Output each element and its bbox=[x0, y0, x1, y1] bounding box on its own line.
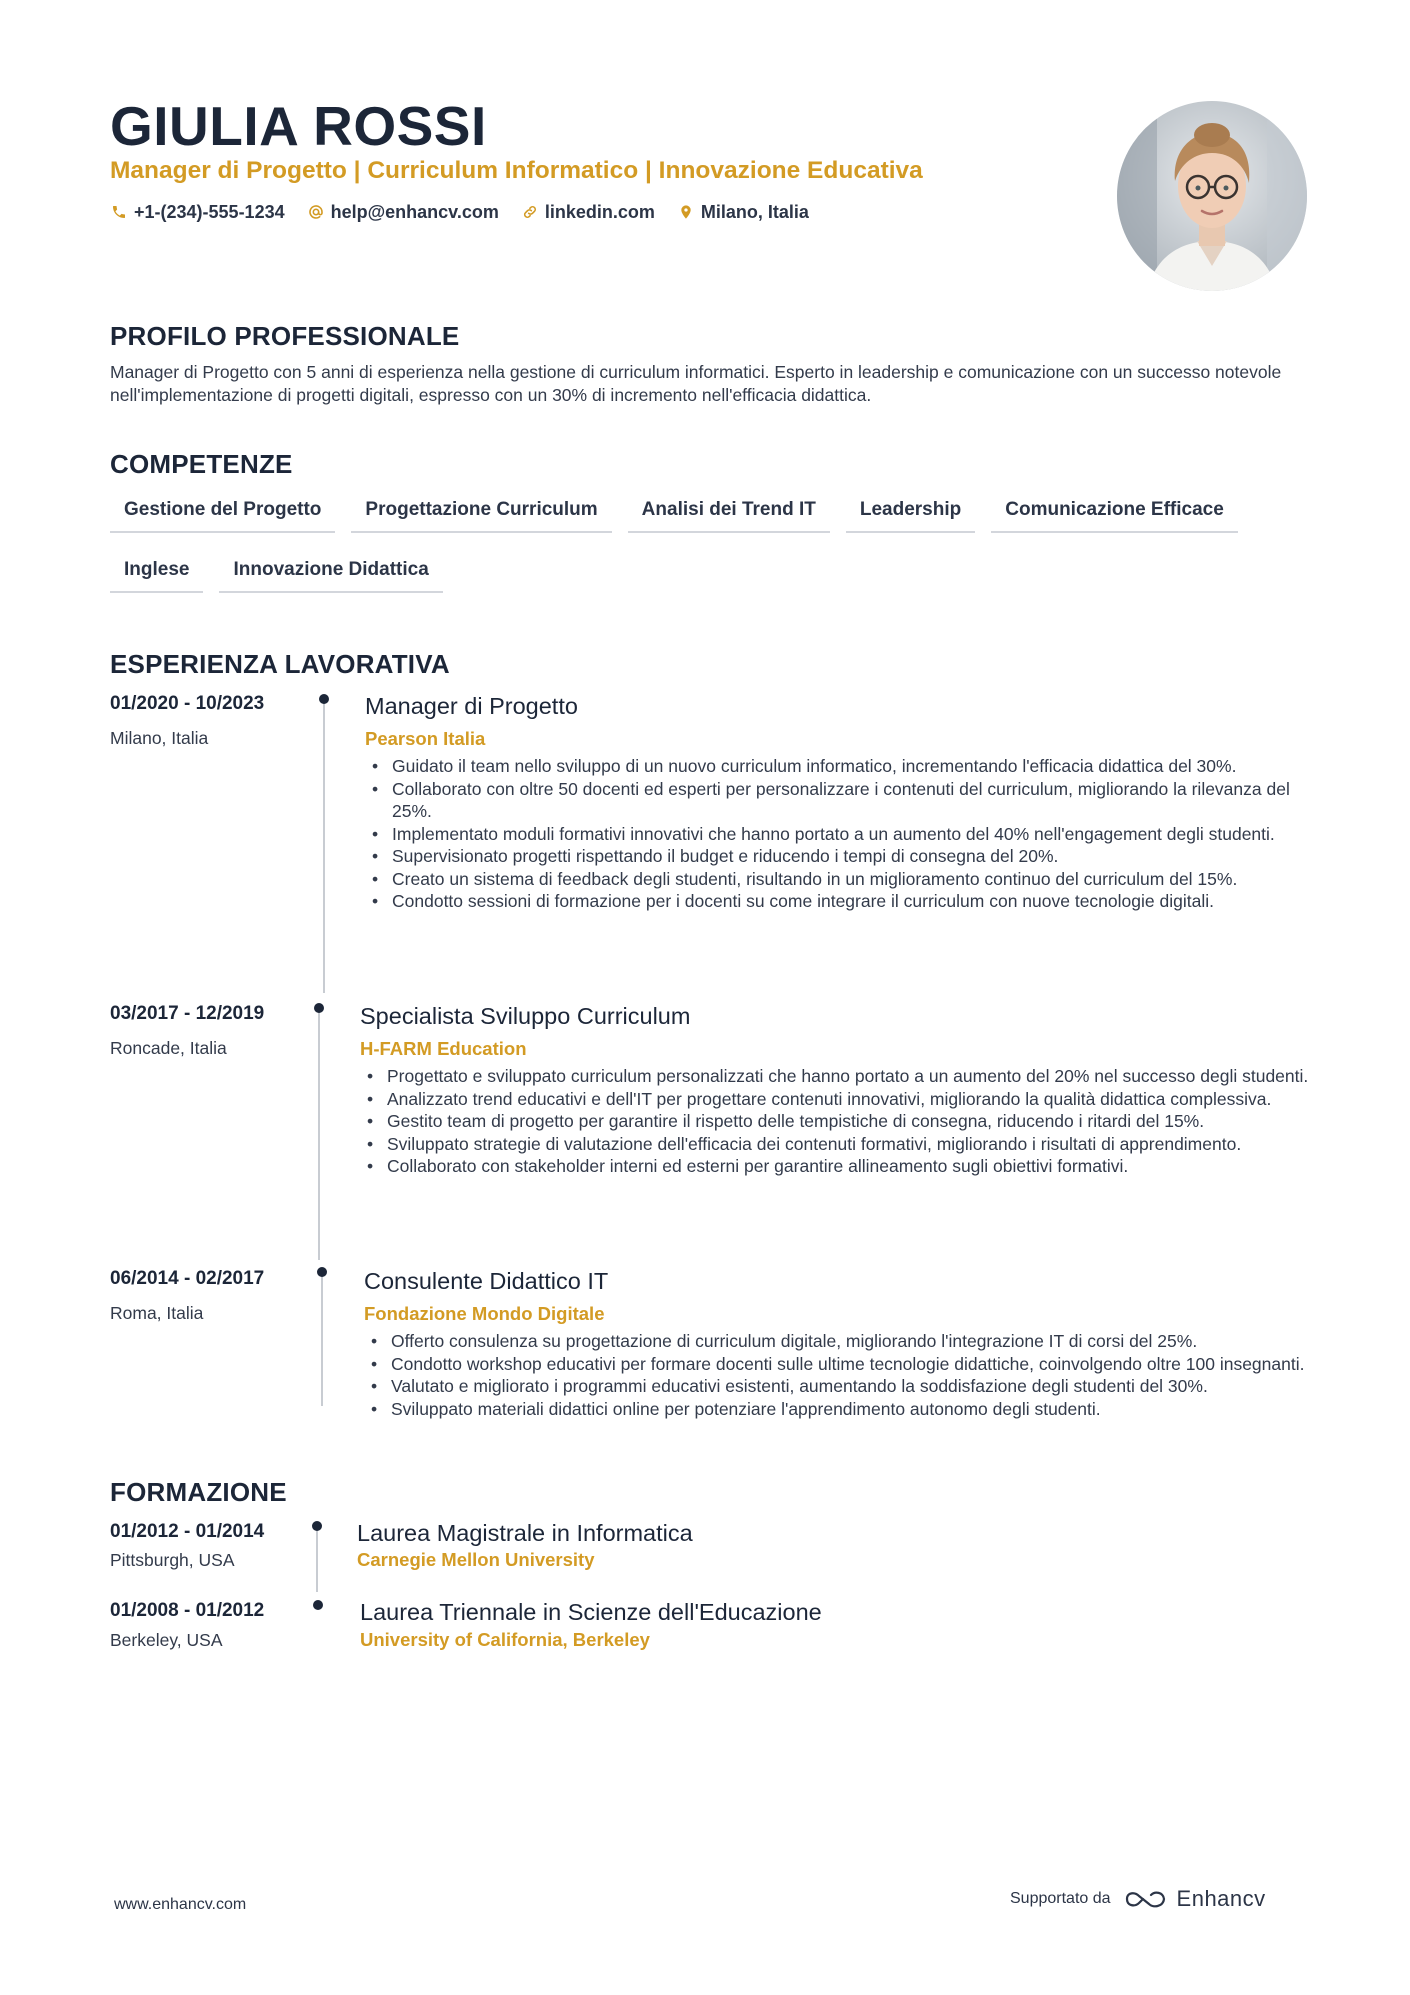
edu-location: Berkeley, USA bbox=[110, 1630, 223, 1650]
job-bullets bbox=[365, 1330, 1336, 1420]
edu-dates: 01/2008 - 01/2012 bbox=[110, 1600, 265, 1621]
list-item: • Valutato e migliorato i programmi educativi esistenti, aumentando la soddisfazione degli studenti del 30%. bbox=[391, 1375, 1336, 1398]
timeline-line bbox=[321, 1276, 323, 1406]
job-dates: 01/2020 - 10/2023 bbox=[110, 693, 265, 714]
timeline-dot bbox=[319, 694, 329, 704]
phone-icon bbox=[110, 203, 128, 221]
job-role: Consulente Didattico IT bbox=[364, 1268, 609, 1294]
contact-email[interactable] bbox=[307, 202, 499, 223]
location-text: Milano, Italia bbox=[700, 201, 809, 222]
timeline-dot bbox=[312, 1521, 322, 1531]
edu-location: Pittsburgh, USA bbox=[110, 1550, 235, 1570]
timeline-line bbox=[316, 1530, 318, 1592]
skill-tag: Innovazione Didattica bbox=[219, 551, 442, 593]
skill-tag: Analisi dei Trend IT bbox=[628, 491, 830, 533]
job-location: Roncade, Italia bbox=[110, 1038, 227, 1058]
skills-row-1 bbox=[110, 491, 1254, 533]
powered-by-text: Supportato da bbox=[1010, 1890, 1111, 1907]
skill-tag: Gestione del Progetto bbox=[110, 491, 335, 533]
contact-linkedin[interactable] bbox=[521, 202, 655, 223]
timeline-line bbox=[318, 1012, 320, 1260]
list-item: • Condotto workshop educativi per formare docenti sulle ultime tecnologie didattiche, coinvolgendo oltre 100 insegnanti. bbox=[391, 1353, 1336, 1376]
edu-degree: Laurea Triennale in Scienze dell'Educazione bbox=[360, 1599, 822, 1625]
list-item: • Collaborato con stakeholder interni ed esterni per garantire allineamento sugli obiettivi formativi. bbox=[387, 1155, 1332, 1178]
timeline-line bbox=[323, 703, 325, 993]
linkedin-text: linkedin.com bbox=[544, 201, 655, 222]
summary-title: PROFILO PROFESSIONALE bbox=[110, 321, 460, 351]
skills-title: COMPETENZE bbox=[110, 449, 293, 479]
job-company: Fondazione Mondo Digitale bbox=[364, 1303, 605, 1324]
list-item: • Analizzato trend educativi e dell'IT per progettare contenuti innovativi, migliorando la qualità didattica complessiva. bbox=[387, 1088, 1332, 1111]
timeline-dot bbox=[314, 1003, 324, 1013]
email-text: help@enhancv.com bbox=[330, 201, 499, 222]
list-item: • Sviluppato materiali didattici online per potenziare l'apprendimento autonomo degli studenti. bbox=[391, 1398, 1336, 1421]
job-company: Pearson Italia bbox=[365, 728, 486, 749]
contact-bar bbox=[110, 199, 831, 225]
contact-phone[interactable] bbox=[110, 202, 285, 223]
education-title: FORMAZIONE bbox=[110, 1477, 287, 1507]
list-item: • Creato un sistema di feedback degli studenti, risultando in un miglioramento continuo del curriculum del 15%. bbox=[392, 868, 1332, 891]
at-icon bbox=[307, 203, 325, 221]
job-location: Roma, Italia bbox=[110, 1303, 204, 1323]
location-pin-icon bbox=[677, 203, 695, 221]
list-item: • Implementato moduli formativi innovativi che hanno portato a un aumento del 40% nell'engagement degli studenti. bbox=[392, 823, 1332, 846]
list-item: • Supervisionato progetti rispettando il budget e riducendo i tempi di consegna del 20%. bbox=[392, 845, 1332, 868]
skill-tag: Leadership bbox=[846, 491, 975, 533]
skills-row-2 bbox=[110, 551, 459, 593]
edu-school: University of California, Berkeley bbox=[360, 1629, 650, 1650]
list-item: • Condotto sessioni di formazione per i docenti su come integrare il curriculum con nuove tecnologie digitali. bbox=[392, 890, 1332, 913]
job-role: Manager di Progetto bbox=[365, 693, 578, 719]
list-item: • Sviluppato strategie di valutazione dell'efficacia dei contenuti formativi, migliorando i risultati di apprendimento. bbox=[387, 1133, 1332, 1156]
timeline-dot bbox=[313, 1600, 323, 1610]
link-icon bbox=[521, 203, 539, 221]
summary-text: Manager di Progetto con 5 anni di esperienza nella gestione di curriculum informatici. Esperto in leadership e comunicazione con un successo notevole nell'implementazione di progetti digitali, espresso con un 30% di incremento nell'efficacia didattica. bbox=[110, 362, 1282, 405]
job-role: Specialista Sviluppo Curriculum bbox=[360, 1003, 691, 1029]
contact-location bbox=[677, 202, 809, 223]
timeline-dot bbox=[317, 1267, 327, 1277]
candidate-headline: Manager di Progetto | Curriculum Informatico | Innovazione Educativa bbox=[110, 157, 923, 184]
list-item: • Collaborato con oltre 50 docenti ed esperti per personalizzare i contenuti del curriculum, migliorando la rilevanza del 25%. bbox=[392, 778, 1332, 823]
job-dates: 03/2017 - 12/2019 bbox=[110, 1003, 265, 1024]
list-item: • Guidato il team nello sviluppo di un nuovo curriculum informatico, incrementando l'efficacia didattica del 30%. bbox=[392, 755, 1332, 778]
skill-tag: Inglese bbox=[110, 551, 203, 593]
job-company: H-FARM Education bbox=[360, 1038, 527, 1059]
skill-tag: Comunicazione Efficace bbox=[991, 491, 1238, 533]
edu-school: Carnegie Mellon University bbox=[357, 1549, 595, 1570]
footer-website-link[interactable]: www.enhancv.com bbox=[114, 1896, 247, 1913]
list-item: • Offerto consulenza su progettazione di curriculum digitale, migliorando l'integrazione IT di corsi del 25%. bbox=[391, 1330, 1336, 1353]
edu-dates: 01/2012 - 01/2014 bbox=[110, 1521, 265, 1542]
experience-title: ESPERIENZA LAVORATIVA bbox=[110, 649, 450, 679]
profile-photo bbox=[1117, 101, 1307, 291]
job-location: Milano, Italia bbox=[110, 728, 209, 748]
phone-text: +1-(234)-555-1234 bbox=[134, 201, 285, 222]
brand-name: Enhancv bbox=[1176, 1886, 1266, 1911]
list-item: • Progettato e sviluppato curriculum personalizzati che hanno portato a un aumento del 20% nel successo degli studenti. bbox=[387, 1065, 1332, 1088]
list-item: • Gestito team di progetto per garantire il rispetto delle tempistiche di consegna, riducendo i ritardi del 15%. bbox=[387, 1110, 1332, 1133]
job-dates: 06/2014 - 02/2017 bbox=[110, 1268, 265, 1289]
skill-tag: Progettazione Curriculum bbox=[351, 491, 611, 533]
job-bullets bbox=[361, 1065, 1332, 1178]
enhancv-logo-icon bbox=[1123, 1887, 1169, 1911]
edu-degree: Laurea Magistrale in Informatica bbox=[357, 1520, 693, 1546]
footer-branding[interactable] bbox=[1010, 1886, 1266, 1912]
job-bullets bbox=[366, 755, 1332, 913]
candidate-name: GIULIA ROSSI bbox=[110, 95, 487, 157]
